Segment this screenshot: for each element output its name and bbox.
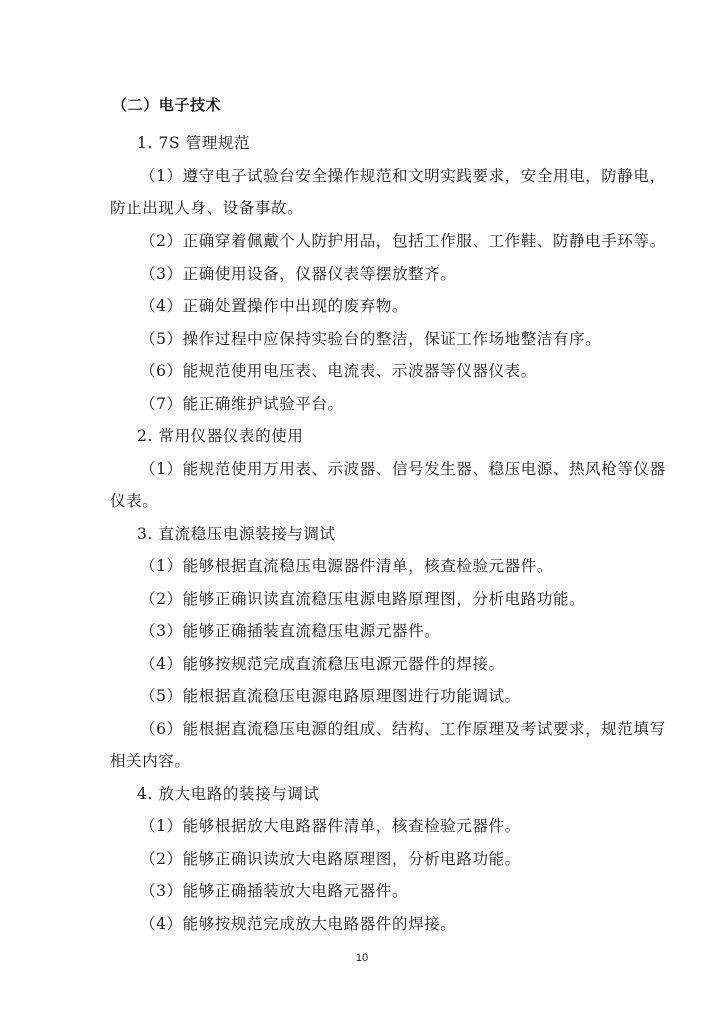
- paragraph-line: （6）能规范使用电压表、电流表、示波器等仪器仪表。: [140, 362, 537, 380]
- paragraph-line: （7）能正确维护试验平台。: [140, 395, 344, 413]
- paragraph-line: （4）能够按规范完成放大电路器件的焊接。: [140, 915, 457, 933]
- subsection-title-dc-power: 3. 直流稳压电源装接与调试: [137, 525, 336, 543]
- section-title: （二）电子技术: [112, 96, 222, 114]
- subsection-title-amplifier: 4. 放大电路的装接与调试: [137, 785, 320, 803]
- paragraph-line: （3）正确使用设备，仪器仪表等摆放整齐。: [140, 265, 457, 283]
- paragraph-line: （3）能够正确插装直流稳压电源元器件。: [140, 622, 441, 640]
- paragraph-line: （3）能够正确插装放大电路元器件。: [140, 882, 409, 900]
- page-number: 10: [355, 952, 369, 964]
- paragraph-line: （2）能够正确识读直流稳压电源电路原理图，分析电路功能。: [140, 590, 586, 608]
- paragraph-line: （5）能根据直流稳压电源电路原理图进行功能调试。: [140, 687, 521, 705]
- subsection-title-7s: 1. 7S 管理规范: [137, 134, 251, 152]
- paragraph-line: （2）能够正确识读放大电路原理图，分析电路功能。: [140, 850, 521, 868]
- paragraph-line: （1）遵守电子试验台安全操作规范和文明实践要求，安全用电，防静电，: [140, 167, 666, 185]
- paragraph-line: （4）正确处置操作中出现的废弃物。: [140, 297, 409, 315]
- paragraph-line: 相关内容。: [110, 752, 191, 770]
- paragraph-line: 仪表。: [110, 492, 159, 510]
- subsection-title-instruments: 2. 常用仪器仪表的使用: [137, 427, 304, 445]
- paragraph-line: （6）能根据直流稳压电源的组成、结构、工作原理及考试要求，规范填写: [140, 720, 666, 738]
- paragraph-line: 防止出现人身、设备事故。: [110, 199, 304, 217]
- paragraph-line: （1）能规范使用万用表、示波器、信号发生器、稳压电源、热风枪等仪器: [140, 460, 666, 478]
- paragraph-line: （2）正确穿着佩戴个人防护用品，包括工作服、工作鞋、防静电手环等。: [140, 232, 666, 250]
- paragraph-line: （1）能够根据直流稳压电源器件清单，核查检验元器件。: [140, 557, 553, 575]
- paragraph-line: （4）能够按规范完成直流稳压电源元器件的焊接。: [140, 655, 505, 673]
- paragraph-line: （1）能够根据放大电路器件清单，核查检验元器件。: [140, 817, 521, 835]
- paragraph-line: （5）操作过程中应保持实验台的整洁，保证工作场地整洁有序。: [140, 330, 602, 348]
